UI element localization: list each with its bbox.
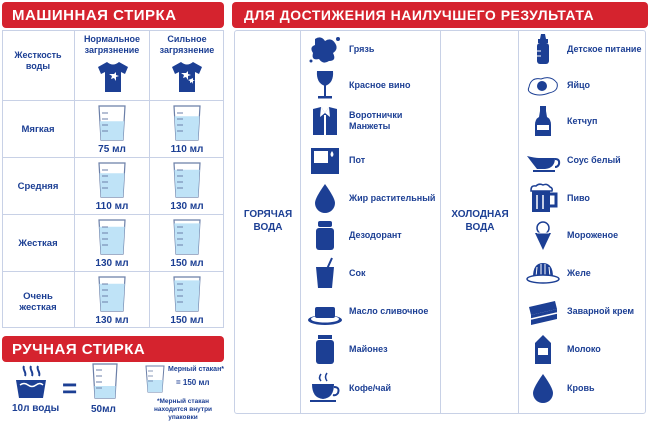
hand-washing-basin-icon (14, 364, 48, 405)
coffee-cup-icon (307, 372, 343, 404)
stain-item (525, 104, 643, 138)
stain-label: Молоко (567, 343, 601, 354)
stain-item (307, 294, 437, 328)
stain-label: Детское питание (567, 43, 642, 54)
stain-item (525, 32, 643, 66)
stain-item (525, 371, 643, 405)
stain-label: Воротнички Манжеты (349, 110, 403, 131)
butter-icon (307, 295, 343, 327)
beer-mug-icon (525, 182, 561, 214)
machine-wash-title: МАШИННАЯ СТИРКА (12, 6, 177, 24)
equals-sign: = (62, 373, 78, 403)
stain-label: Грязь (349, 43, 375, 54)
juice-glass-icon (307, 257, 343, 289)
stain-label: Сок (349, 267, 366, 278)
heavy-dose-value: 130 мл (170, 201, 204, 212)
best-result-title: ДЛЯ ДОСТИЖЕНИЯ НАИЛУЧШЕГО РЕЗУЛЬТАТА (244, 7, 595, 23)
machine-wash-header (2, 2, 224, 28)
sweat-towel-icon (307, 144, 343, 176)
normal-dose-value: 75 мл (98, 144, 126, 155)
deodorant-icon (307, 219, 343, 251)
stain-item (525, 181, 643, 215)
stain-item (307, 104, 437, 138)
stain-item (307, 218, 437, 252)
hot-water-label: ГОРЯЧАЯ ВОДА (243, 209, 293, 233)
hand-dose-amount: 50мл (91, 404, 116, 415)
best-result-header (232, 2, 648, 28)
shirt-collar-icon (307, 105, 343, 137)
heavy-dose-value: 150 мл (170, 258, 204, 269)
stain-item (307, 32, 437, 66)
stain-item (525, 143, 643, 177)
normal-tshirt-icon (96, 60, 130, 99)
stain-label: Дезодорант (349, 229, 402, 240)
stain-label: Кровь (567, 382, 595, 393)
cup-note-value: = 150 мл (176, 378, 210, 387)
stain-label: Заварной крем (567, 305, 635, 316)
normal-dose-value: 110 мл (95, 201, 129, 212)
hardness-row-label: Средняя (17, 181, 59, 192)
stain-item (525, 332, 643, 366)
stain-item (307, 332, 437, 366)
hand-wash-header (2, 336, 224, 362)
stain-label: Мороженое (567, 229, 619, 240)
stain-label: Желе (567, 267, 591, 278)
hand-water-amount: 10л воды (12, 403, 60, 414)
cake-slice-icon (525, 295, 561, 327)
cup-note-title: Мерный стакан* (168, 366, 225, 373)
stain-item (525, 68, 643, 102)
column-normal-label: Нормальное загрязнение (83, 34, 141, 55)
stain-label: Пиво (567, 192, 590, 203)
oil-drop-icon (307, 182, 343, 214)
stain-item (525, 256, 643, 290)
heavy-measuring-cup-icon (170, 275, 204, 313)
blood-drop-icon (525, 372, 561, 404)
dirt-splash-icon (307, 33, 343, 65)
cold-water-label: ХОЛОДНАЯ ВОДА (451, 209, 509, 233)
stain-label: Кетчуп (567, 115, 598, 126)
column-heavy-label: Сильное загрязнение (159, 34, 215, 55)
reference-measuring-cup-icon (144, 364, 166, 399)
hardness-row-label: Мягкая (21, 124, 55, 135)
mayonnaise-jar-icon (307, 333, 343, 365)
normal-measuring-cup-icon (95, 275, 129, 313)
hand-measuring-cup-icon (90, 362, 120, 405)
heavy-dose-value: 150 мл (170, 315, 204, 326)
normal-dose-value: 130 мл (95, 315, 129, 326)
stain-item (307, 68, 437, 102)
wine-glass-icon (307, 69, 343, 101)
hardness-row-label: Жесткая (18, 238, 58, 249)
normal-dose-value: 130 мл (95, 258, 129, 269)
stain-label: Масло сливочное (349, 305, 429, 316)
heavy-dose-value: 110 мл (170, 144, 204, 155)
heavy-measuring-cup-icon (170, 161, 204, 199)
heavy-tshirt-icon (170, 60, 204, 99)
stain-item (307, 256, 437, 290)
stain-label: Майонез (349, 343, 388, 354)
heavy-measuring-cup-icon (170, 218, 204, 256)
cup-footnote: *Мерный стакан находится внутри упаковки (153, 398, 213, 421)
stain-item (307, 143, 437, 177)
jelly-icon (525, 257, 561, 289)
milk-carton-icon (525, 333, 561, 365)
baby-bottle-icon (525, 33, 561, 65)
stain-label: Соус белый (567, 154, 621, 165)
stain-item (525, 218, 643, 252)
normal-measuring-cup-icon (95, 161, 129, 199)
gravy-boat-icon (525, 144, 561, 176)
fried-egg-icon (525, 69, 561, 101)
hardness-label: Жесткость воды (14, 50, 62, 71)
stain-item (307, 371, 437, 405)
normal-measuring-cup-icon (95, 104, 129, 142)
ketchup-bottle-icon (525, 105, 561, 137)
heavy-measuring-cup-icon (170, 104, 204, 142)
ice-cream-icon (525, 219, 561, 251)
stain-label: Жир растительный (349, 192, 436, 203)
stain-label: Кофе/чай (349, 382, 392, 393)
stain-item (525, 294, 643, 328)
normal-measuring-cup-icon (95, 218, 129, 256)
stain-label: Пот (349, 154, 366, 165)
stain-label: Яйцо (567, 79, 591, 90)
hand-wash-title: РУЧНАЯ СТИРКА (12, 340, 146, 358)
stain-label: Красное вино (349, 79, 411, 90)
hardness-row-label: Очень жесткая (19, 291, 57, 313)
stain-item (307, 181, 437, 215)
